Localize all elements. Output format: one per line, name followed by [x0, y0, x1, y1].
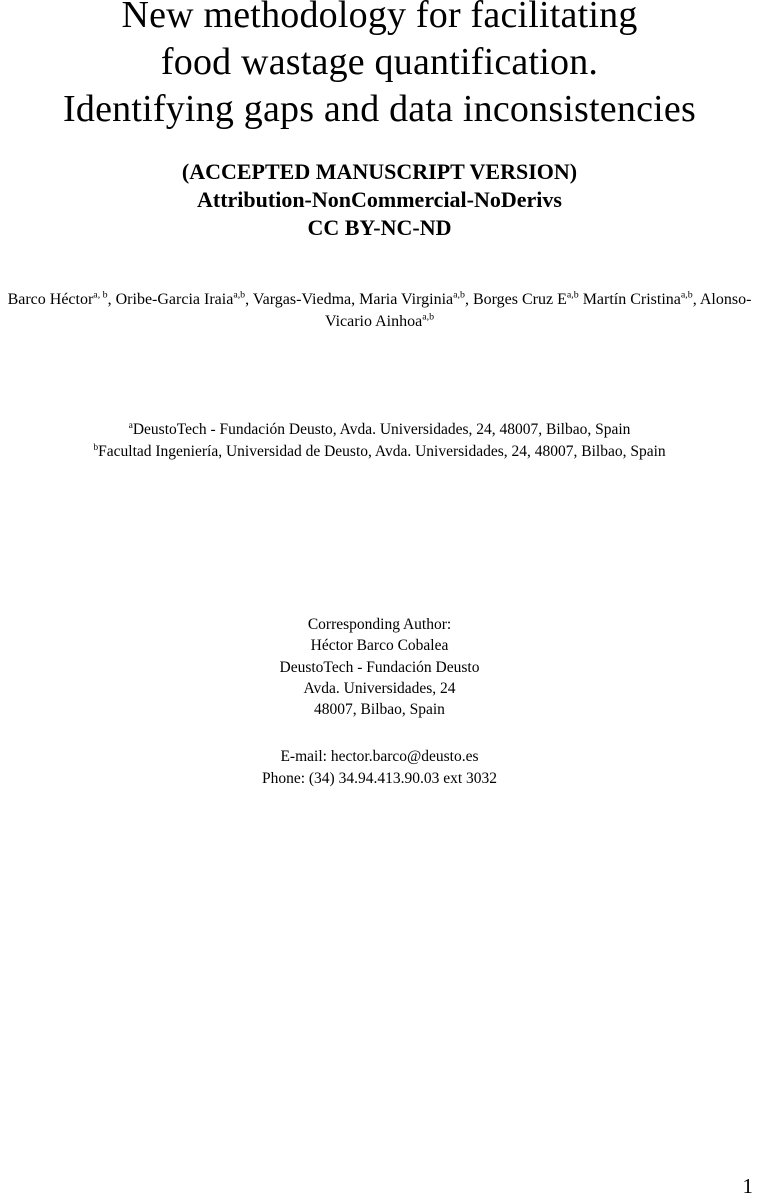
author-separator: ,: [464, 291, 473, 308]
corresponding-email: E-mail: hector.barco@deusto.es: [280, 748, 479, 766]
license-code-label: CC BY-NC-ND: [307, 215, 452, 240]
author-name: Martín Cristina: [582, 291, 681, 308]
corresponding-organization: DeustoTech - Fundación Deusto: [279, 658, 480, 676]
blank-line: [0, 720, 759, 746]
affiliation-b: [0, 441, 759, 463]
affiliation-marker: b: [93, 441, 99, 453]
paper-title-line-1: New methodology for facilitating: [121, 0, 638, 36]
author-name: Barco Héctor: [7, 291, 94, 308]
author-separator: ,: [692, 291, 700, 308]
author-affiliation-marker: a, b: [93, 289, 108, 301]
author-affiliation-marker: a,b: [453, 289, 465, 301]
author-affiliation-marker: a,b: [680, 289, 693, 301]
affiliations-block: [0, 419, 759, 462]
page-number: 1: [742, 1174, 753, 1198]
author-affiliation-marker: a,b: [422, 311, 435, 323]
author-4: [473, 291, 583, 308]
author-name: Alonso-Vicario Ainhoa: [324, 291, 752, 330]
author-1: [8, 291, 116, 308]
author-affiliation-marker: a,b: [566, 289, 579, 301]
license-name-label: Attribution-NonCommercial-NoDerivs: [197, 187, 562, 212]
corresponding-name: Héctor Barco Cobalea: [310, 637, 449, 655]
author-separator: ,: [107, 291, 116, 308]
corresponding-heading: Corresponding Author:: [307, 616, 452, 633]
author-separator: ,: [245, 291, 253, 308]
author-name: Vargas-Viedma, Maria Virginia: [252, 291, 454, 308]
paper-title: [0, 0, 759, 133]
affiliation-a: [0, 419, 759, 441]
paper-title-line-2: food wastage quantification.: [160, 41, 599, 83]
corresponding-author-block: [0, 614, 759, 789]
accepted-manuscript-label: (ACCEPTED MANUSCRIPT VERSION): [181, 159, 578, 184]
paper-title-line-3: Identifying gaps and data inconsistencies: [63, 88, 696, 130]
affiliation-text: Facultad Ingeniería, Universidad de Deusto, Avda. Universidades, 24, 48007, Bilbao, Spain: [98, 442, 666, 460]
author-3: [253, 291, 473, 308]
affiliation-text: DeustoTech - Fundación Deusto, Avda. Universidades, 24, 48007, Bilbao, Spain: [132, 421, 631, 438]
corresponding-address-line-1: Avda. Universidades, 24: [303, 679, 456, 697]
manuscript-version-block: [0, 158, 759, 242]
author-name: Borges Cruz E: [472, 291, 567, 308]
corresponding-phone: Phone: (34) 34.94.413.90.03 ext 3032: [261, 769, 498, 787]
author-affiliation-marker: a,b: [233, 289, 246, 301]
author-name: Oribe-Garcia Iraia: [115, 291, 234, 308]
author-2: [116, 291, 253, 308]
corresponding-address-line-2: 48007, Bilbao, Spain: [314, 701, 445, 719]
author-list: [2, 289, 757, 333]
affiliation-marker: a: [128, 419, 133, 431]
author-5: [583, 291, 700, 308]
